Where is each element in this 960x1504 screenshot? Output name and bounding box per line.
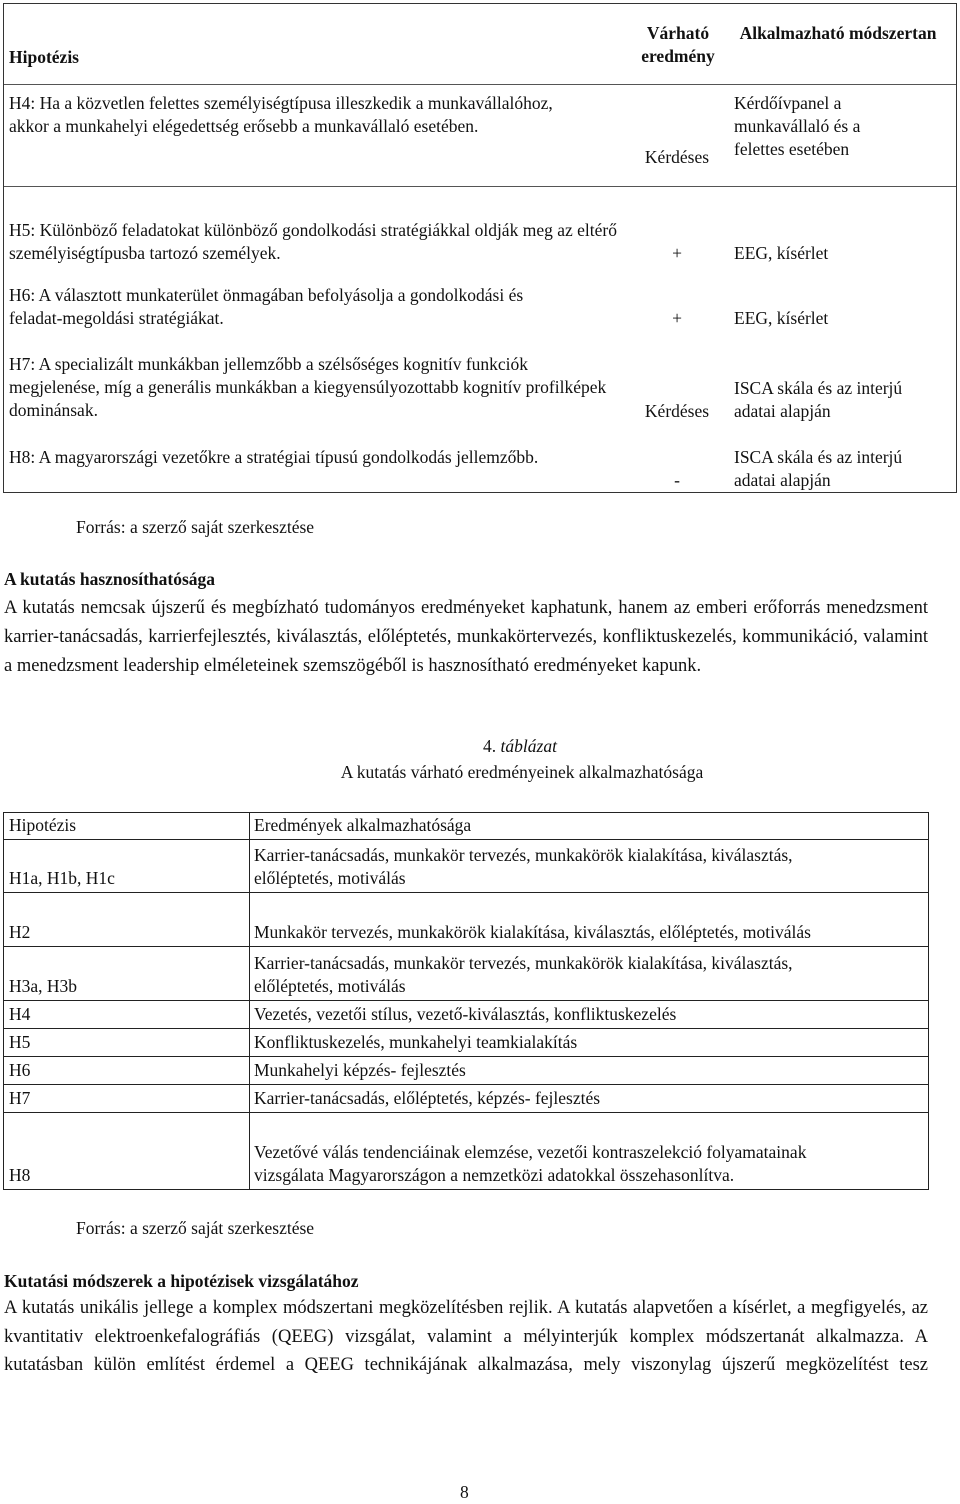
section-paragraph: A kutatás unikális jellege a komplex módszertani megközelítésben rejlik. A kutatás alapvetően a kísérlet, a megfigyelés, az kvantitativ elektroenkefalográfiás (QEEG) vizsgálat, valamint a mélyinterjúk komplex módszertanát alkalmazza. A kutatásban külön említést érdemel a QEEG technikájának alkalmazása, mely viszonylag újszerű megközelítést tesz	[4, 1298, 928, 1375]
row-results: Munkahelyi képzés- fejlesztés	[254, 1060, 466, 1080]
table-caption-title: A kutatás várható eredményeinek alkalmazhatósága	[340, 762, 704, 782]
source-note: Forrás: a szerző saját szerkesztése	[76, 517, 315, 537]
header-method: Alkalmazható módszertan	[739, 23, 937, 43]
row-hypothesis: H3a, H3b	[9, 976, 78, 996]
row-results: Vezetővé válás tendenciáinak elemzése, vezetői kontraszelekció folyamatainak vizsgálata Magyarországon a nemzetközi adatokkal összehasonlítva.	[254, 1142, 807, 1185]
section-heading: Kutatási módszerek a hipotézisek vizsgálatához	[4, 1271, 359, 1291]
caption-number: 4.	[483, 736, 497, 756]
hypothesis-table	[3, 3, 957, 493]
header-expected: Várható eredmény	[641, 23, 715, 66]
row-h5-expected: +	[672, 243, 682, 263]
section-heading: A kutatás hasznosíthatósága	[4, 569, 216, 589]
table-row	[4, 893, 928, 947]
row-h8-hypothesis: H8: A magyarországi vezetőkre a stratégiai típusú gondolkodás jellemzőbb.	[9, 447, 539, 467]
row-h8-expected: -	[674, 470, 680, 490]
table-row	[4, 1029, 928, 1057]
row-hypothesis: H6	[9, 1060, 31, 1080]
row-h6-method: EEG, kísérlet	[734, 308, 829, 328]
header-hypothesis: Hipotézis	[9, 47, 79, 67]
row-hypothesis: H5	[9, 1032, 31, 1052]
row-h5-method: EEG, kísérlet	[734, 243, 829, 263]
row-h8-method: ISCA skála és az interjú adatai alapján	[734, 447, 903, 490]
row-hypothesis: H7	[9, 1088, 31, 1108]
row-h4-expected: Kérdéses	[644, 147, 710, 167]
section-paragraph: A kutatás nemcsak újszerű és megbízható tudományos eredményeket kaphatunk, hanem az emberi erőforrás menedzsment karrier-tanácsadás, karrierfejlesztés, kiválasztás, előléptetés, munkakörtervezés, konfliktuskezelés, kommunikáció, valamint a menedzsment leadership elméleteinek szemszögéből is hasznosítható eredményeket kapunk.	[4, 598, 928, 676]
table-caption-number	[0, 735, 960, 758]
row-h5-hypothesis: H5: Különböző feladatokat különböző gondolkodási stratégiákkal oldják meg az eltérő személyiségtípusba tartozó személyek.	[9, 220, 617, 263]
row-divider	[4, 186, 956, 187]
caption-label: táblázat	[500, 736, 557, 756]
applicability-table	[3, 812, 929, 1190]
row-results: Konfliktuskezelés, munkahelyi teamkialakítás	[254, 1032, 578, 1052]
row-h7-method: ISCA skála és az interjú adatai alapján	[734, 378, 903, 421]
table-row	[4, 1085, 928, 1113]
row-results: Karrier-tanácsadás, előléptetés, képzés- fejlesztés	[254, 1088, 601, 1108]
row-divider	[4, 84, 956, 85]
page-number: 8	[460, 1482, 469, 1502]
row-hypothesis: H2	[9, 922, 31, 942]
table-row	[4, 1113, 928, 1189]
header-hypothesis: Hipotézis	[9, 815, 77, 835]
table-row	[4, 813, 928, 840]
row-h6-expected: +	[672, 308, 682, 328]
row-h4-method: Kérdőívpanel a munkavállaló és a felettes esetében	[734, 93, 861, 159]
row-hypothesis: H8	[9, 1165, 31, 1185]
row-h4-hypothesis: H4: Ha a közvetlen felettes személyiségtípusa illeszkedik a munkavállalóhoz, akkor a munkahelyi elégedettség erősebb a munkavállaló esetében.	[9, 93, 553, 136]
row-hypothesis: H1a, H1b, H1c	[9, 868, 115, 888]
row-results: Karrier-tanácsadás, munkakör tervezés, munkakörök kialakítása, kiválasztás, előléptetés, motiválás	[254, 953, 793, 996]
table-row	[4, 1001, 928, 1029]
row-hypothesis: H4	[9, 1004, 31, 1024]
header-results: Eredmények alkalmazhatósága	[254, 815, 472, 835]
row-results: Munkakör tervezés, munkakörök kialakítása, kiválasztás, előléptetés, motiválás	[254, 922, 811, 942]
row-results: Vezetés, vezetői stílus, vezető-kiválasztás, konfliktuskezelés	[254, 1004, 677, 1024]
source-note: Forrás: a szerző saját szerkesztése	[76, 1218, 315, 1238]
row-results: Karrier-tanácsadás, munkakör tervezés, munkakörök kialakítása, kiválasztás, előléptetés, motiválás	[254, 845, 793, 888]
row-h6-hypothesis: H6: A választott munkaterület önmagában befolyásolja a gondolkodási és feladat-megoldási stratégiákat.	[9, 285, 524, 328]
row-h7-expected: Kérdéses	[644, 401, 710, 421]
table-row	[4, 1057, 928, 1085]
table-row	[4, 840, 928, 893]
table-row	[4, 947, 928, 1001]
row-h7-hypothesis: H7: A specializált munkákban jellemzőbb a szélsőséges kognitív funkciók megjelenése, míg a generális munkákban a kiegyensúlyozottabb kognitív profilképek dominánsak.	[9, 354, 607, 420]
